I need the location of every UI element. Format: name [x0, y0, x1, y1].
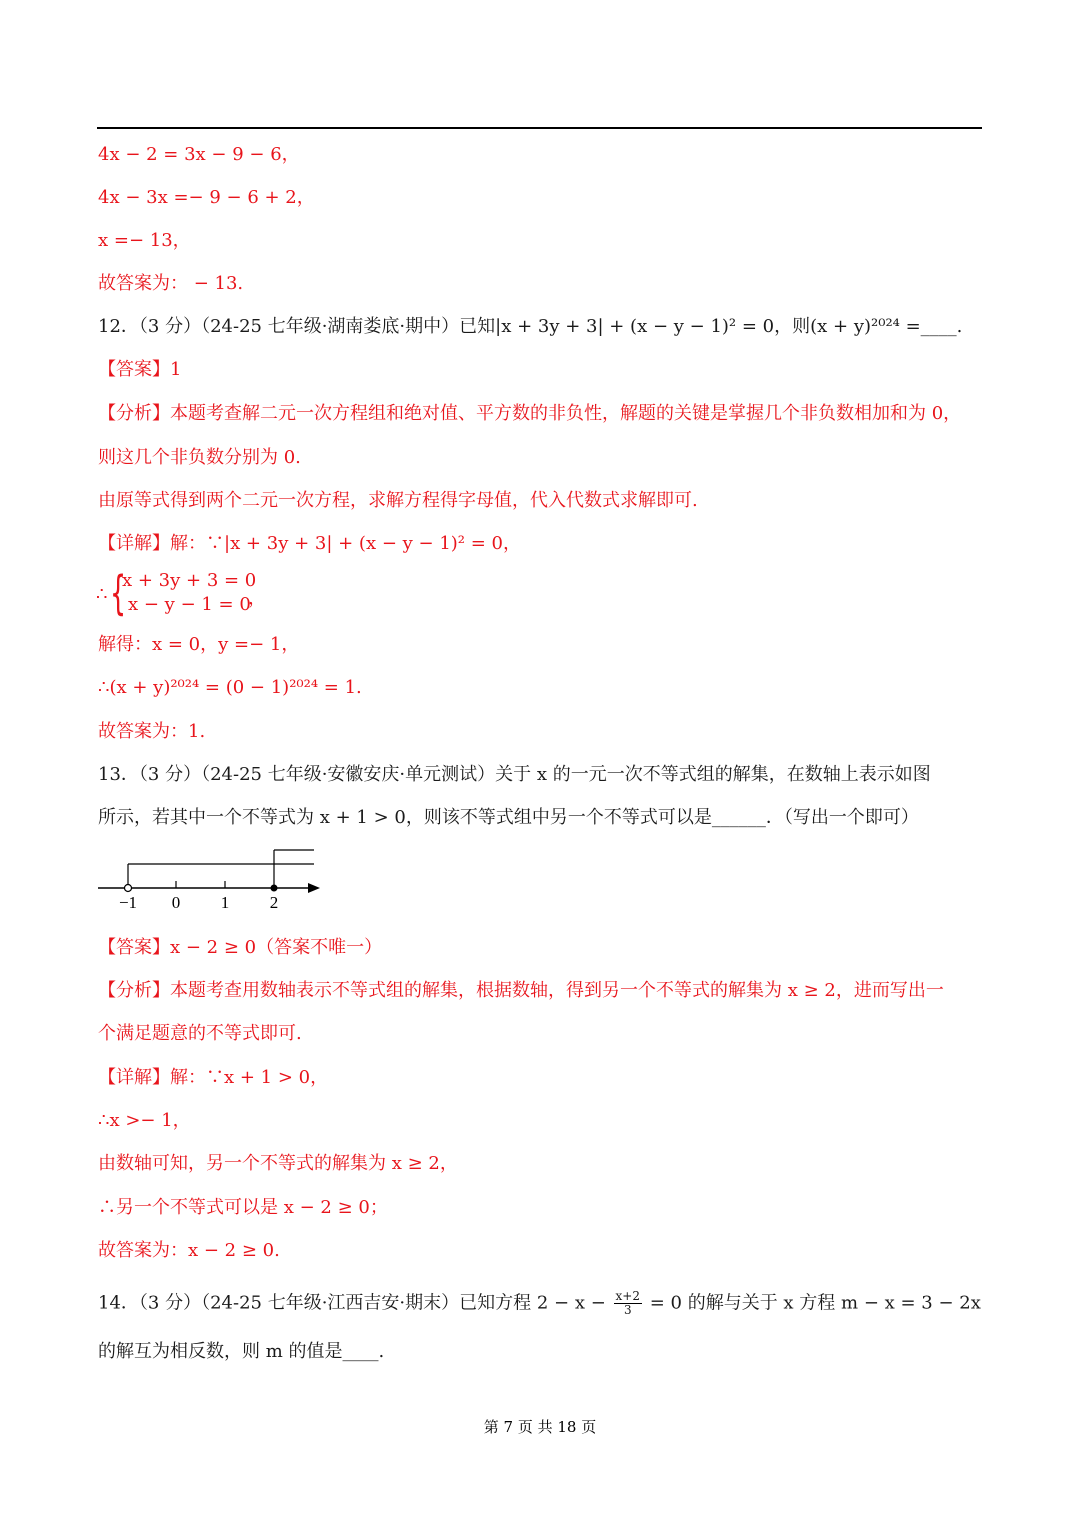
q13-final: 故答案为：x − 2 ≥ 0.: [98, 1240, 280, 1261]
q12-answer: 【答案】1: [98, 359, 182, 380]
tick-label-0: 0: [171, 893, 181, 912]
q13-step-2: 由数轴可知，另一个不等式的解集为 x ≥ 2，: [98, 1153, 458, 1174]
q14-text-start: 14．（3 分）（24-25 七年级·江西吉安·期末）已知方程 2 − x −: [98, 1292, 606, 1314]
q13-step-1: ∴x >− 1，: [98, 1110, 191, 1131]
system-equation-2: x − y − 1 = 0: [128, 594, 251, 615]
q12-solve: 解得：x = 0，y =− 1，: [98, 634, 300, 655]
system-equation-1: x + 3y + 3 = 0: [122, 570, 257, 591]
system-comma: ，: [248, 588, 266, 609]
q13-analysis-line-1: 【分析】本题考查用数轴表示不等式组的解集，根据数轴，得到另一个不等式的解集为 x ≥ 2，进而写出一: [98, 980, 944, 1001]
q14-fraction: [614, 1290, 642, 1317]
q13-step-3: ∴另一个不等式可以是 x − 2 ≥ 0；: [98, 1197, 388, 1218]
q12-final: 故答案为：1.: [98, 721, 206, 742]
number-line-arrow-icon: [308, 883, 320, 893]
q12-result: ∴(x + y)²⁰²⁴ = (0 − 1)²⁰²⁴ = 1.: [98, 677, 362, 698]
question-13-line-1: 13．（3 分）（24-25 七年级·安徽安庆·单元测试）关于 x 的一元一次不等式组的解集，在数轴上表示如图: [98, 764, 931, 785]
q12-analysis-line-2: 则这几个非负数分别为 0.: [98, 447, 301, 468]
tick-label-1: 1: [220, 893, 230, 912]
number-line-figure: [96, 846, 336, 916]
open-point-minus1: [125, 885, 132, 892]
therefore-symbol: ∴: [96, 584, 108, 605]
q13-answer: 【答案】x − 2 ≥ 0（答案不唯一）: [98, 937, 383, 958]
q14-fraction-numerator: x+2: [615, 1289, 640, 1303]
q14-fraction-denominator: 3: [623, 1303, 632, 1317]
tick-label-minus1: −1: [118, 893, 138, 912]
brace-icon: {: [110, 566, 127, 620]
solution-line-3: x =− 13，: [98, 230, 191, 251]
q14-text-end: = 0 的解与关于 x 方程 m − x = 3 − 2x: [649, 1292, 981, 1314]
question-14-line-1: [98, 1290, 981, 1317]
question-13-line-2: 所示，若其中一个不等式为 x + 1 > 0，则该不等式组中另一个不等式可以是______．（写出一个即可）: [98, 807, 919, 828]
question-14-line-2: 的解互为相反数，则 m 的值是____.: [98, 1341, 385, 1362]
question-12: 12．（3 分）（24-25 七年级·湖南娄底·期中）已知|x + 3y + 3| + (x − y − 1)² = 0，则(x + y)²⁰²⁴ =____.: [98, 316, 963, 337]
solution-answer-line: 故答案为： − 13.: [98, 273, 244, 294]
q12-analysis-line-3: 由原等式得到两个二元一次方程，求解方程得字母值，代入代数式求解即可.: [98, 490, 698, 511]
q13-detail: 【详解】解：∵x + 1 > 0，: [98, 1067, 329, 1088]
page-footer: 第 7 页 共 18 页: [483, 1418, 597, 1436]
q12-analysis-line-1: 【分析】本题考查解二元一次方程组和绝对值、平方数的非负性，解题的关键是掌握几个非负数相加和为 0，: [98, 403, 962, 424]
tick-label-2: 2: [269, 893, 279, 912]
header-rule: [97, 127, 982, 129]
q12-equation-system: [96, 566, 266, 626]
solution-line-2: 4x − 3x =− 9 − 6 + 2，: [98, 187, 315, 208]
closed-point-2: [271, 885, 278, 892]
q13-analysis-line-2: 个满足题意的不等式即可.: [98, 1023, 302, 1044]
q12-detail: 【详解】解：∵|x + 3y + 3| + (x − y − 1)² = 0，: [98, 533, 521, 554]
solution-line-1: 4x − 2 = 3x − 9 − 6，: [98, 144, 300, 165]
